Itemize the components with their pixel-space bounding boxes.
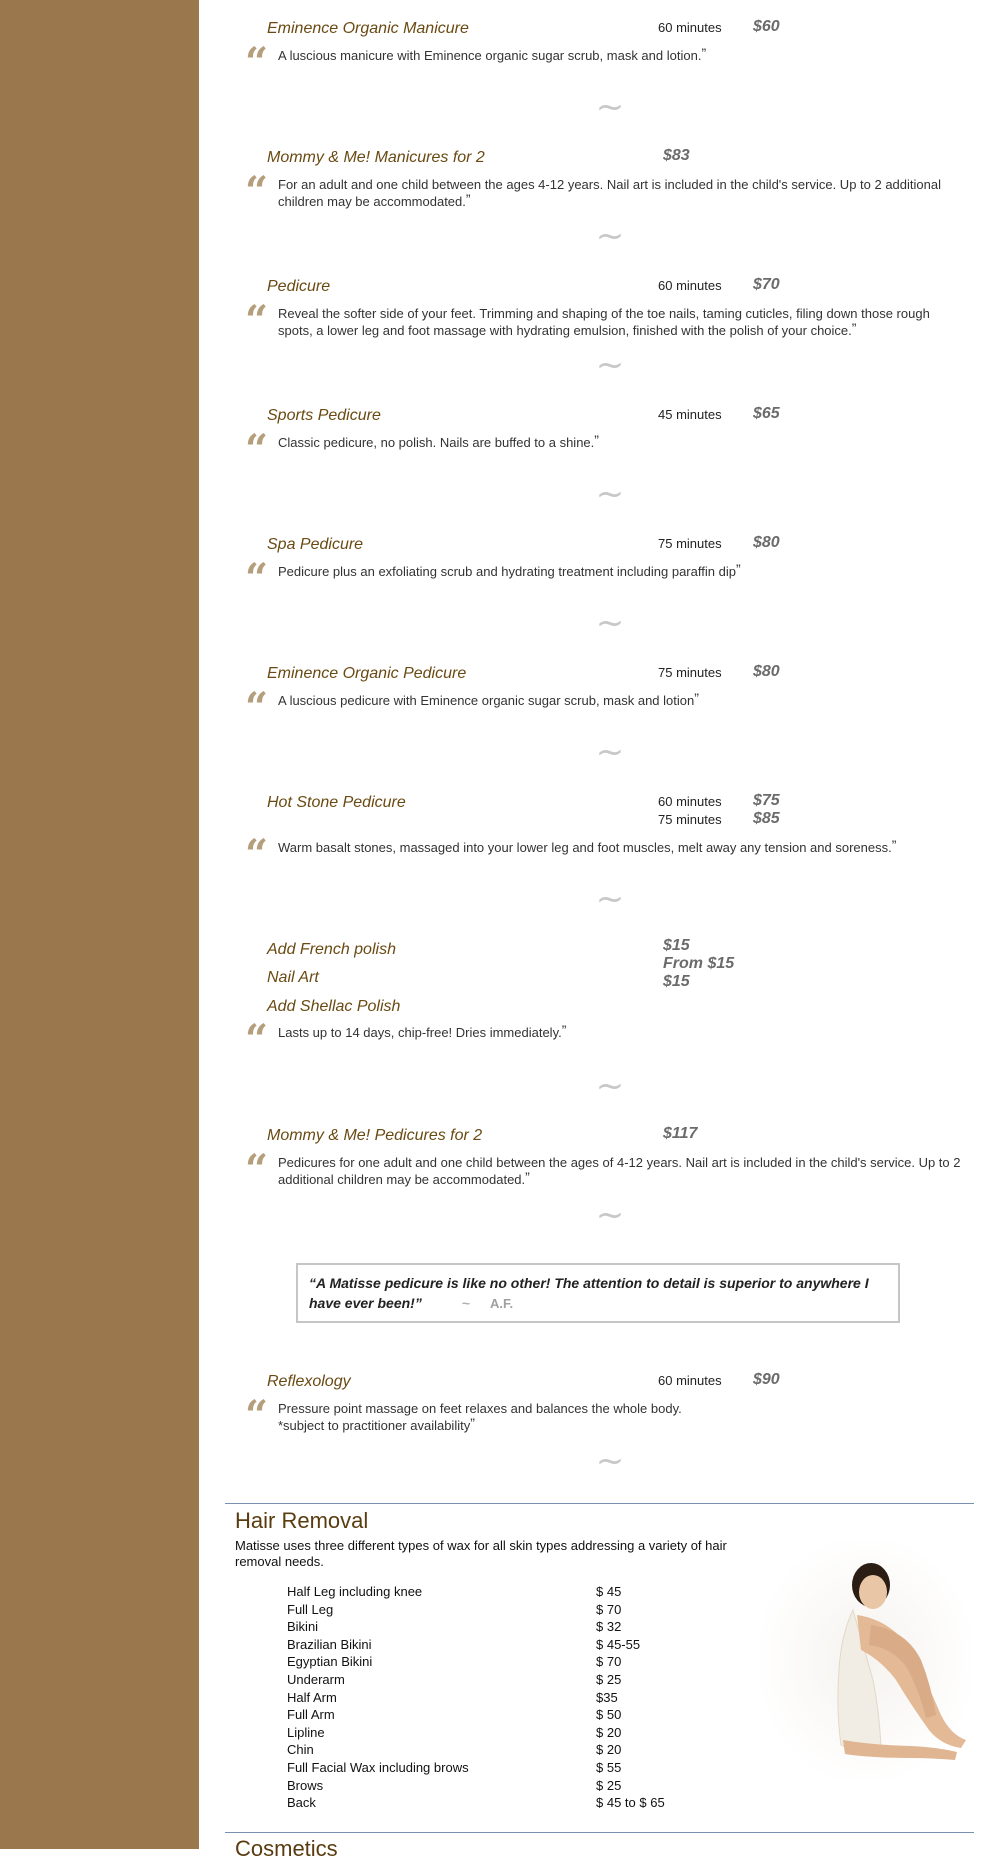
wax-item-name: Chin xyxy=(287,1742,314,1757)
testimonial-author: A.F. xyxy=(490,1296,514,1311)
wax-item-price: $ 45 to $ 65 xyxy=(596,1795,665,1810)
wax-item-name: Full Facial Wax including brows xyxy=(287,1760,469,1775)
open-quote-icon: “ xyxy=(245,684,269,731)
wax-item-price: $ 32 xyxy=(596,1619,622,1634)
service-price: $83 xyxy=(663,147,690,164)
open-quote-icon: “ xyxy=(245,1146,269,1193)
model-photo xyxy=(761,1540,971,1780)
open-quote-icon: “ xyxy=(245,39,269,86)
tilde-divider-icon: ~ xyxy=(595,879,625,919)
wax-price-row xyxy=(287,1584,787,1601)
wax-price-row xyxy=(287,1672,787,1689)
section-title-hair-removal: Hair Removal xyxy=(235,1508,369,1533)
service-description: For an adult and one child between the ages 4-12 years. Nail art is included in the child's service. Up to 2 additional children may be accommodated.” xyxy=(278,177,941,209)
tilde-divider-icon: ~ xyxy=(595,345,625,385)
wax-price-row xyxy=(287,1707,787,1724)
section-divider xyxy=(225,1832,974,1833)
service-name: Eminence Organic Pedicure xyxy=(267,665,467,682)
wax-item-price: $ 20 xyxy=(596,1725,622,1740)
close-quote-icon: ” xyxy=(465,191,471,207)
service-description: A luscious manicure with Eminence organic sugar scrub, mask and lotion.” xyxy=(278,45,707,63)
service-price: $70 xyxy=(753,276,780,293)
service-name: Mommy & Me! Pedicures for 2 xyxy=(267,1127,483,1144)
close-quote-icon: ” xyxy=(851,320,857,336)
tilde-divider-icon: ~ xyxy=(595,87,625,127)
service-duration: 75 minutes xyxy=(658,812,722,827)
wax-item-price: $ 70 xyxy=(596,1602,622,1617)
service-name: Reflexology xyxy=(267,1373,351,1390)
service-description: Pedicure plus an exfoliating scrub and hydrating treatment including paraffin dip” xyxy=(278,561,741,579)
wax-item-price: $ 25 xyxy=(596,1778,622,1793)
wax-price-row xyxy=(287,1778,787,1795)
wax-item-name: Full Leg xyxy=(287,1602,334,1617)
section-divider xyxy=(225,1503,974,1504)
service-duration: 60 minutes xyxy=(658,278,722,293)
wax-item-price: $ 55 xyxy=(596,1760,622,1775)
wax-price-row xyxy=(287,1795,787,1812)
tilde-divider-icon: ~ xyxy=(595,1195,625,1235)
close-quote-icon: ” xyxy=(891,837,897,853)
service-duration: 60 minutes xyxy=(658,20,722,35)
service-duration: 75 minutes xyxy=(658,536,722,551)
service-description: Classic pedicure, no polish. Nails are buffed to a shine.” xyxy=(278,432,599,450)
wax-item-price: $ 50 xyxy=(596,1707,622,1722)
open-quote-icon: “ xyxy=(245,168,269,215)
wax-price-row xyxy=(287,1602,787,1619)
section-intro: Matisse uses three different types of wax for all skin types addressing a variety of hair removal needs. xyxy=(235,1538,727,1569)
wax-price-row xyxy=(287,1654,787,1671)
tilde-divider-icon: ~ xyxy=(595,474,625,514)
wax-item-name: Lipline xyxy=(287,1725,325,1740)
service-name: Mommy & Me! Manicures for 2 xyxy=(267,149,485,166)
wax-item-name: Egyptian Bikini xyxy=(287,1654,373,1669)
close-quote-icon: ” xyxy=(594,432,599,448)
service-price: $85 xyxy=(753,810,780,827)
open-quote-icon: “ xyxy=(245,831,269,878)
service-price: $15 xyxy=(663,973,690,990)
service-description: Warm basalt stones, massaged into your lower leg and foot muscles, melt away any tension and soreness.” xyxy=(278,837,897,855)
wax-item-price: $ 20 xyxy=(596,1742,622,1757)
service-price: $15 xyxy=(663,937,690,954)
service-duration: 60 minutes xyxy=(658,794,722,809)
testimonial-text: “A Matisse pedicure is like no other! The attention to detail is superior to anywhere I have ever been!” ~ A.F. xyxy=(309,1275,869,1311)
wax-item-name: Half Leg including knee xyxy=(287,1584,423,1599)
service-name: Pedicure xyxy=(267,278,331,295)
service-description: Reveal the softer side of your feet. Trimming and shaping of the toe nails, taming cuticles, filing down those rough spots, a lower leg and foot massage with hydrating emulsion, finished with the polish of your choice.” xyxy=(278,306,930,338)
service-duration: 60 minutes xyxy=(658,1373,722,1388)
tilde-divider-icon: ~ xyxy=(595,1441,625,1481)
service-price: $60 xyxy=(753,18,780,35)
wax-item-price: $ 45 xyxy=(596,1584,622,1599)
tilde-divider-icon: ~ xyxy=(595,603,625,643)
tilde-separator-icon: ~ xyxy=(461,1295,471,1311)
service-price: $90 xyxy=(753,1371,780,1388)
service-price: $65 xyxy=(753,405,780,422)
open-quote-icon: “ xyxy=(245,297,269,344)
open-quote-icon: “ xyxy=(245,555,269,602)
service-name: Eminence Organic Manicure xyxy=(267,20,469,37)
wax-item-name: Brazilian Bikini xyxy=(287,1637,372,1652)
service-name: Add French polish xyxy=(267,941,396,958)
service-description: Lasts up to 14 days, chip-free! Dries immediately.” xyxy=(278,1022,567,1040)
service-price: $117 xyxy=(663,1125,698,1142)
service-description: A luscious pedicure with Eminence organic sugar scrub, mask and lotion” xyxy=(278,690,699,708)
close-quote-icon: ” xyxy=(561,1022,567,1038)
service-description: Pressure point massage on feet relaxes and balances the whole body. *subject to practitioner availability” xyxy=(278,1401,682,1433)
section-title-cosmetics: Cosmetics xyxy=(235,1836,338,1861)
wax-item-name: Back xyxy=(287,1795,316,1810)
open-quote-icon: “ xyxy=(245,1016,269,1063)
service-name: Spa Pedicure xyxy=(267,536,364,553)
wax-item-name: Bikini xyxy=(287,1619,319,1634)
open-quote-icon: “ xyxy=(245,1392,269,1439)
wax-price-row xyxy=(287,1637,787,1654)
close-quote-icon: ” xyxy=(701,45,707,61)
service-price: From $15 xyxy=(663,955,735,972)
service-name: Sports Pedicure xyxy=(267,407,381,424)
tilde-divider-icon: ~ xyxy=(595,1066,625,1106)
wax-price-row xyxy=(287,1690,787,1707)
left-sidebar xyxy=(0,0,199,1849)
wax-item-price: $ 70 xyxy=(596,1654,622,1669)
service-name: Add Shellac Polish xyxy=(267,998,401,1015)
wax-item-name: Underarm xyxy=(287,1672,345,1687)
service-name: Hot Stone Pedicure xyxy=(267,794,406,811)
wax-item-name: Brows xyxy=(287,1778,324,1793)
wax-price-row xyxy=(287,1742,787,1759)
model-illustration xyxy=(761,1540,971,1780)
wax-price-row xyxy=(287,1725,787,1742)
service-price: $80 xyxy=(753,663,780,680)
service-name: Nail Art xyxy=(267,969,319,986)
close-quote-icon: ” xyxy=(694,690,699,706)
wax-item-price: $ 45-55 xyxy=(596,1637,641,1652)
open-quote-icon: “ xyxy=(245,426,269,473)
wax-item-price: $35 xyxy=(596,1690,618,1705)
wax-price-row xyxy=(287,1760,787,1777)
wax-price-row xyxy=(287,1619,787,1636)
service-price: $80 xyxy=(753,534,780,551)
close-quote-icon: ” xyxy=(470,1415,475,1431)
close-quote-icon: ” xyxy=(735,561,741,577)
wax-item-name: Full Arm xyxy=(287,1707,335,1722)
service-price: $75 xyxy=(753,792,780,809)
service-duration: 45 minutes xyxy=(658,407,722,422)
main-content xyxy=(199,0,1000,1861)
service-duration: 75 minutes xyxy=(658,665,722,680)
tilde-divider-icon: ~ xyxy=(595,216,625,256)
tilde-divider-icon: ~ xyxy=(595,732,625,772)
wax-item-name: Half Arm xyxy=(287,1690,337,1705)
service-description: Pedicures for one adult and one child between the ages of 4-12 years. Nail art is included in the child's service. Up to 2 additional children may be accommodated.” xyxy=(278,1155,961,1187)
wax-item-price: $ 25 xyxy=(596,1672,622,1687)
testimonial-box xyxy=(296,1263,900,1323)
close-quote-icon: ” xyxy=(525,1169,530,1185)
